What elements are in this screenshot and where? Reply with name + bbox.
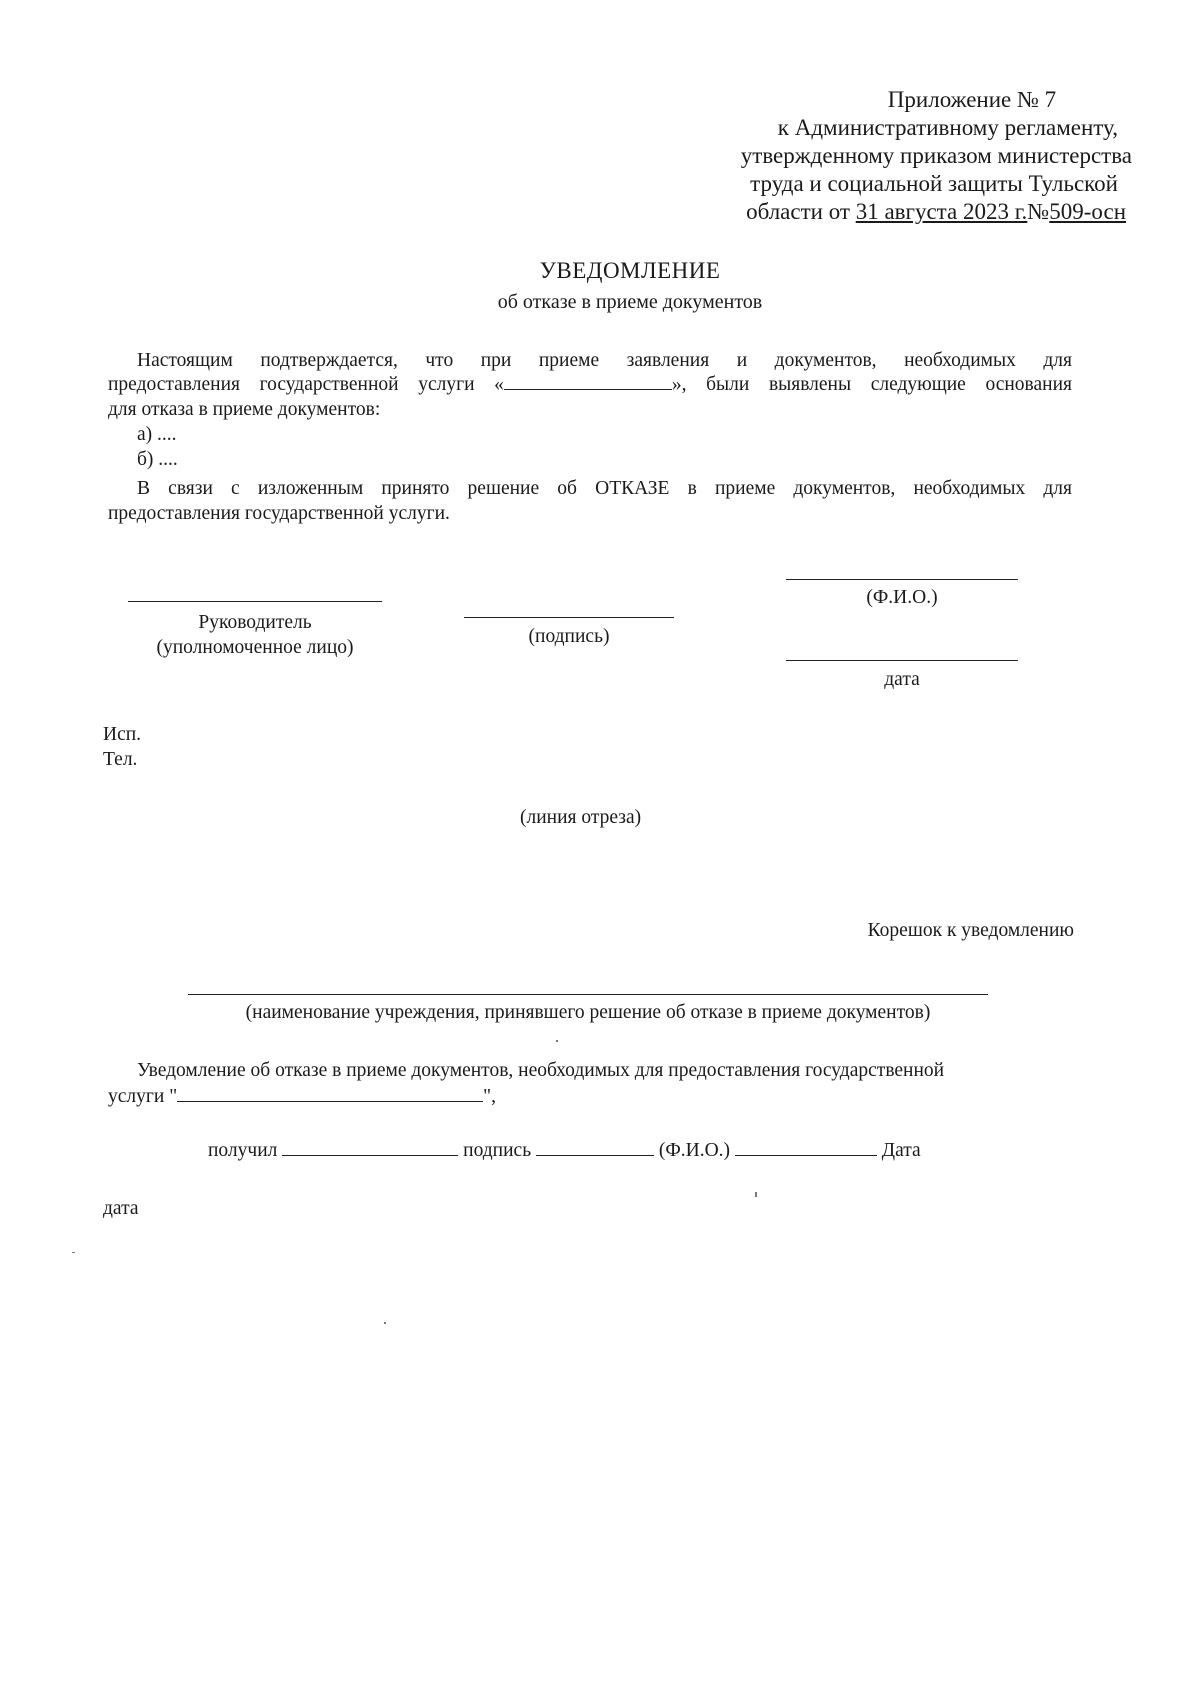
header-line-2: к Административному регламенту, <box>777 115 1118 140</box>
stub-notice-line2-start: услуги " <box>108 1086 178 1107</box>
header-line-4: труда и социальной защиты Тульской <box>750 171 1118 196</box>
document-subtitle: об отказе в приеме документов <box>497 291 763 313</box>
head-sublabel: (уполномоченное лицо) <box>156 637 354 658</box>
body-p1-line2 <box>108 372 1072 398</box>
cut-line-label: (линия отреза) <box>520 807 642 828</box>
stub-signature-label: подпись <box>463 1140 532 1161</box>
reason-item-b: б) .... <box>137 449 178 470</box>
signature-line <box>464 617 674 618</box>
executor-label: Исп. <box>103 724 142 745</box>
signature-label: (подпись) <box>528 626 610 647</box>
appendix-number: Приложение № 7 <box>887 87 1057 112</box>
fio-line <box>786 579 1018 580</box>
body-p2-line1: В связи с изложенным принято решение об ОТКАЗЕ в приеме документов, необходимых для <box>137 478 1072 499</box>
scan-speck <box>755 1192 757 1197</box>
header-date-prefix: области от <box>746 199 856 224</box>
stub-date-lower: дата <box>103 1198 139 1219</box>
date-line <box>786 660 1018 661</box>
order-date: 31 августа 2023 г. <box>855 199 1028 224</box>
stub-receipt-row <box>208 1138 921 1164</box>
date-label: дата <box>884 669 920 690</box>
stub-fio-blank[interactable] <box>735 1139 877 1156</box>
fio-label: (Ф.И.О.) <box>866 587 938 608</box>
organization-caption: (наименование учреждения, принявшего решение об отказе в приеме документов) <box>245 1002 931 1023</box>
number-sign: № <box>1027 199 1050 224</box>
scan-speck <box>556 1040 558 1042</box>
scan-speck <box>72 1252 75 1253</box>
body-p1-line1: Настоящим подтверждается, что при приеме заявления и документов, необходимых для <box>137 350 1072 371</box>
stub-notice-line2-end: ", <box>483 1086 496 1107</box>
body-p2-line2: предоставления государственной услуги. <box>108 503 450 524</box>
head-signature-line <box>128 601 382 602</box>
body-p1-line2-start: предоставления государственной услуги « <box>108 374 504 395</box>
head-label: Руководитель <box>198 612 312 633</box>
phone-label: Тел. <box>103 749 138 770</box>
received-label: получил <box>208 1140 278 1161</box>
body-p1-line2-end: », были выявлены следующие основания <box>671 374 1072 395</box>
document-title: УВЕДОМЛЕНИЕ <box>539 258 721 283</box>
organization-name-line[interactable] <box>188 994 988 995</box>
header-line-5 <box>746 198 1126 226</box>
stub-service-blank[interactable] <box>177 1085 483 1102</box>
received-blank[interactable] <box>282 1139 458 1156</box>
order-number: 509-осн <box>1049 199 1126 224</box>
stub-title: Корешок к уведомлению <box>867 920 1074 941</box>
stub-notice-line2 <box>108 1084 496 1110</box>
scan-speck <box>384 1322 386 1324</box>
stub-date-label: Дата <box>881 1140 921 1161</box>
body-p1-line3: для отказа в приеме документов: <box>108 399 381 420</box>
stub-notice-line1: Уведомление об отказе в приеме документов, необходимых для предоставления государственной <box>137 1060 945 1081</box>
stub-fio-label: (Ф.И.О.) <box>658 1140 731 1161</box>
service-name-blank[interactable] <box>504 373 672 390</box>
stub-signature-blank[interactable] <box>536 1139 654 1156</box>
reason-item-a: а) .... <box>137 424 177 445</box>
header-line-3: утвержденному приказом министерства <box>740 143 1132 168</box>
